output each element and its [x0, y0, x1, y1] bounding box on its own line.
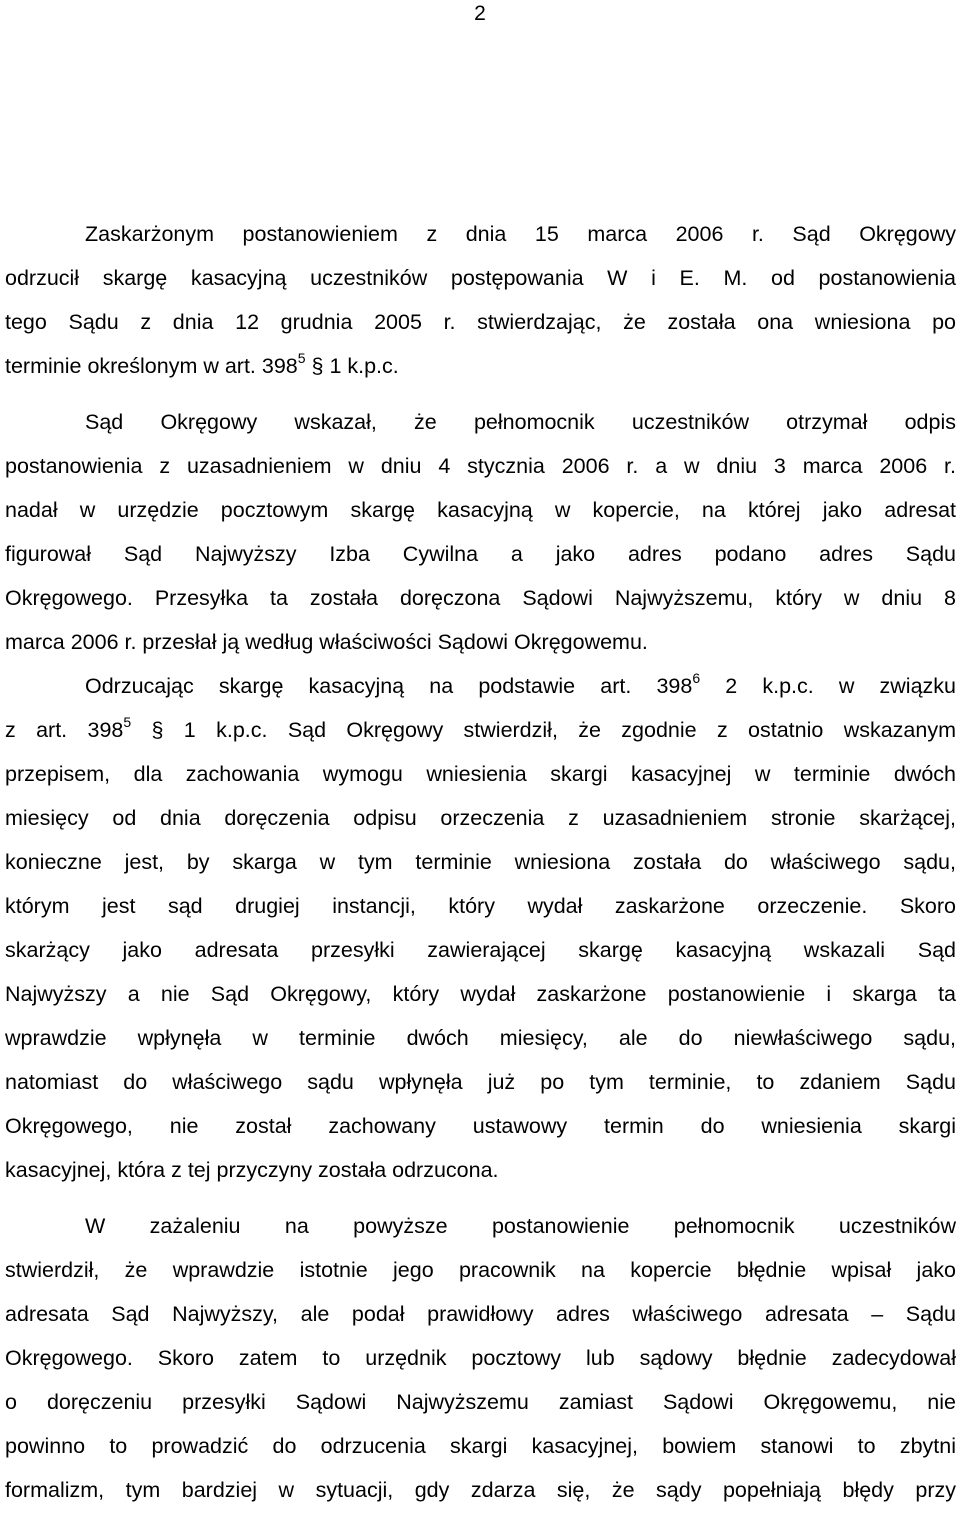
text-line: nadał w urzędzie pocztowym skargę kasacyjną w kopercie, na której jako adresat — [5, 498, 956, 522]
text-line: adresata Sąd Najwyższy, ale podał prawidłowy adres właściwego adresata – Sądu — [5, 1302, 956, 1326]
paragraph-4 — [5, 1204, 956, 1512]
text-line: miesięcy od dnia doręczenia odpisu orzeczenia z uzasadnieniem stronie skarżącej, — [5, 806, 956, 830]
text-line: Sąd Okręgowy wskazał, że pełnomocnik uczestników otrzymał odpis — [85, 410, 956, 434]
text-line: powinno to prowadzić do odrzucenia skargi kasacyjnej, bowiem stanowi to zbytni — [5, 1434, 956, 1458]
text-fragment: 2 k.p.c. w związku — [700, 674, 956, 698]
paragraph-3 — [5, 664, 956, 1192]
text-fragment: z art. 398 — [5, 718, 124, 742]
paragraph-1 — [5, 212, 956, 388]
text-line: przepisem, dla zachowania wymogu wniesienia skargi kasacyjnej w terminie dwóch — [5, 762, 956, 786]
text-fragment: § 1 k.p.c. Sąd Okręgowy stwierdził, że zgodnie z ostatnio wskazanym — [131, 718, 956, 742]
text-line: stwierdził, że wprawdzie istotnie jego pracownik na kopercie błędnie wpisał jako — [5, 1258, 956, 1282]
superscript: 5 — [297, 350, 306, 366]
text-line: postanowienia z uzasadnieniem w dniu 4 stycznia 2006 r. a w dniu 3 marca 2006 r. — [5, 454, 956, 478]
text-line: odrzucił skargę kasacyjną uczestników postępowania W i E. M. od postanowienia — [5, 266, 956, 290]
page-number: 2 — [474, 2, 486, 25]
text-line: o doręczeniu przesyłki Sądowi Najwyższemu zamiast Sądowi Okręgowemu, nie — [5, 1390, 956, 1414]
paragraph-2 — [5, 400, 956, 664]
text-line: którym jest sąd drugiej instancji, który wydał zaskarżone orzeczenie. Skoro — [5, 894, 956, 918]
text-line — [5, 344, 956, 388]
text-line: W zażaleniu na powyższe postanowienie pełnomocnik uczestników — [85, 1214, 956, 1238]
text-line: kasacyjnej, która z tej przyczyny została odrzucona. — [5, 1158, 499, 1182]
superscript: 6 — [692, 670, 701, 686]
text-line: Okręgowego. Skoro zatem to urzędnik pocztowy lub sądowy błędnie zadecydował — [5, 1346, 956, 1370]
text-line: marca 2006 r. przesłał ją według właściwości Sądowi Okręgowemu. — [5, 630, 648, 654]
text-fragment: terminie określonym w art. 398 — [5, 354, 298, 378]
text-line — [5, 664, 956, 708]
text-line: skarżący jako adresata przesyłki zawierającej skargę kasacyjną wskazali Sąd — [5, 938, 956, 962]
document-body — [5, 212, 956, 1512]
text-line: wprawdzie wpłynęła w terminie dwóch miesięcy, ale do niewłaściwego sądu, — [5, 1026, 956, 1050]
text-line: tego Sądu z dnia 12 grudnia 2005 r. stwierdzając, że została ona wniesiona po — [5, 310, 956, 334]
text-fragment: Odrzucając skargę kasacyjną na podstawie art. 398 — [85, 674, 693, 698]
text-line: Okręgowego, nie został zachowany ustawowy termin do wniesienia skargi — [5, 1114, 956, 1138]
text-line: formalizm, tym bardziej w sytuacji, gdy zdarza się, że sądy popełniają błędy przy — [5, 1478, 956, 1502]
superscript: 5 — [123, 714, 132, 730]
text-fragment: § 1 k.p.c. — [305, 354, 399, 378]
text-line — [5, 708, 956, 752]
text-line: figurował Sąd Najwyższy Izba Cywilna a jako adres podano adres Sądu — [5, 542, 956, 566]
text-line: Zaskarżonym postanowieniem z dnia 15 marca 2006 r. Sąd Okręgowy — [85, 222, 956, 246]
text-line: Najwyższy a nie Sąd Okręgowy, który wydał zaskarżone postanowienie i skarga ta — [5, 982, 956, 1006]
text-line: Okręgowego. Przesyłka ta została doręczona Sądowi Najwyższemu, który w dniu 8 — [5, 586, 956, 610]
text-line: natomiast do właściwego sądu wpłynęła już po tym terminie, to zdaniem Sądu — [5, 1070, 956, 1094]
text-line: konieczne jest, by skarga w tym terminie wniesiona została do właściwego sądu, — [5, 850, 956, 874]
